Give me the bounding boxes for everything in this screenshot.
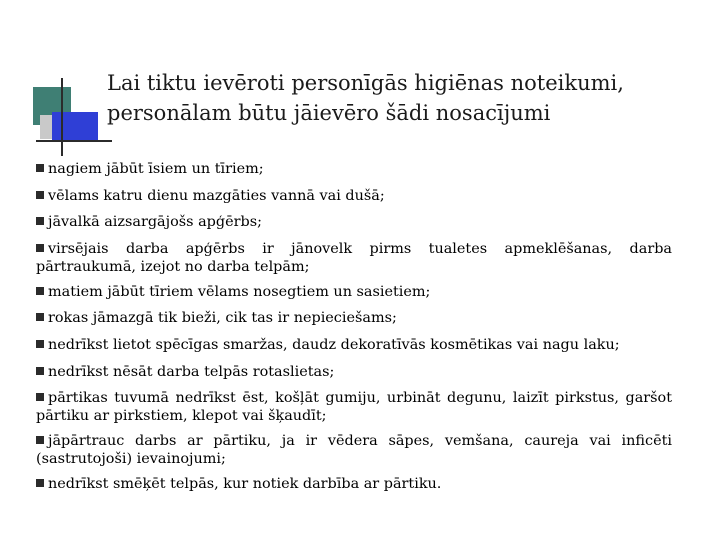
square-bullet-icon [36,479,44,487]
horizontal-line-decoration [36,140,112,142]
title-line-2: personālam būtu jāievēro šādi nosacījumi [107,101,551,125]
list-item-text: pārtikas tuvumā nedrīkst ēst, košļāt gumiju, urbināt degunu, laizīt pirkstus, garšot pārtiku ar pirkstiem, klepot vai šķaudīt; [36,390,672,425]
square-bullet-icon [36,313,44,321]
square-bullet-icon [36,244,44,252]
vertical-line-decoration [61,78,63,156]
list-item [36,240,672,276]
square-bullet-icon [36,436,44,444]
list-item [36,160,672,178]
list-item-text: jāpārtrauc darbs ar pārtiku, ja ir vēdera sāpes, vemšana, caureja vai inficēti (sastrutojoši) ievainojumi; [36,433,672,468]
square-bullet-icon [36,367,44,375]
square-bullet-icon [36,340,44,348]
title-line-1: Lai tiktu ievēroti personīgās higiēnas noteikumi, [107,71,624,95]
list-item [36,336,672,354]
blue-square-decoration [52,112,98,142]
list-item-text: jāvalkā aizsargājošs apģērbs; [48,214,262,231]
list-item [36,475,672,493]
list-item [36,432,672,468]
square-bullet-icon [36,191,44,199]
list-item [36,187,672,205]
list-item [36,309,672,327]
list-item-text: matiem jābūt tīriem vēlams nosegtiem un sasietiem; [48,283,431,300]
square-bullet-icon [36,217,44,225]
list-item-text: nagiem jābūt īsiem un tīriem; [48,161,264,177]
list-item-text: nedrīkst smēķēt telpās, kur notiek darbība ar pārtiku. [48,476,442,493]
list-item [36,283,672,301]
list-item [36,213,672,231]
square-bullet-icon [36,164,44,172]
list-item-text: rokas jāmazgā tik bieži, cik tas ir nepieciešams; [48,310,397,327]
list-item [36,389,672,425]
list-item-text: virsējais darba apģērbs ir jānovelk pirms tualetes apmeklēšanas, darba pārtraukumā, izejot no darba telpām; [36,240,672,275]
list-item-text: nedrīkst nēsāt darba telpās rotaslietas; [48,363,335,380]
square-bullet-icon [36,393,44,401]
list-item [36,363,672,381]
slide-title [107,68,697,128]
bullet-list [36,160,672,502]
list-item-text: nedrīkst lietot spēcīgas smaržas, daudz dekoratīvās kosmētikas vai nagu laku; [48,336,620,353]
square-bullet-icon [36,287,44,295]
list-item-text: vēlams katru dienu mazgāties vannā vai dušā; [48,187,385,204]
